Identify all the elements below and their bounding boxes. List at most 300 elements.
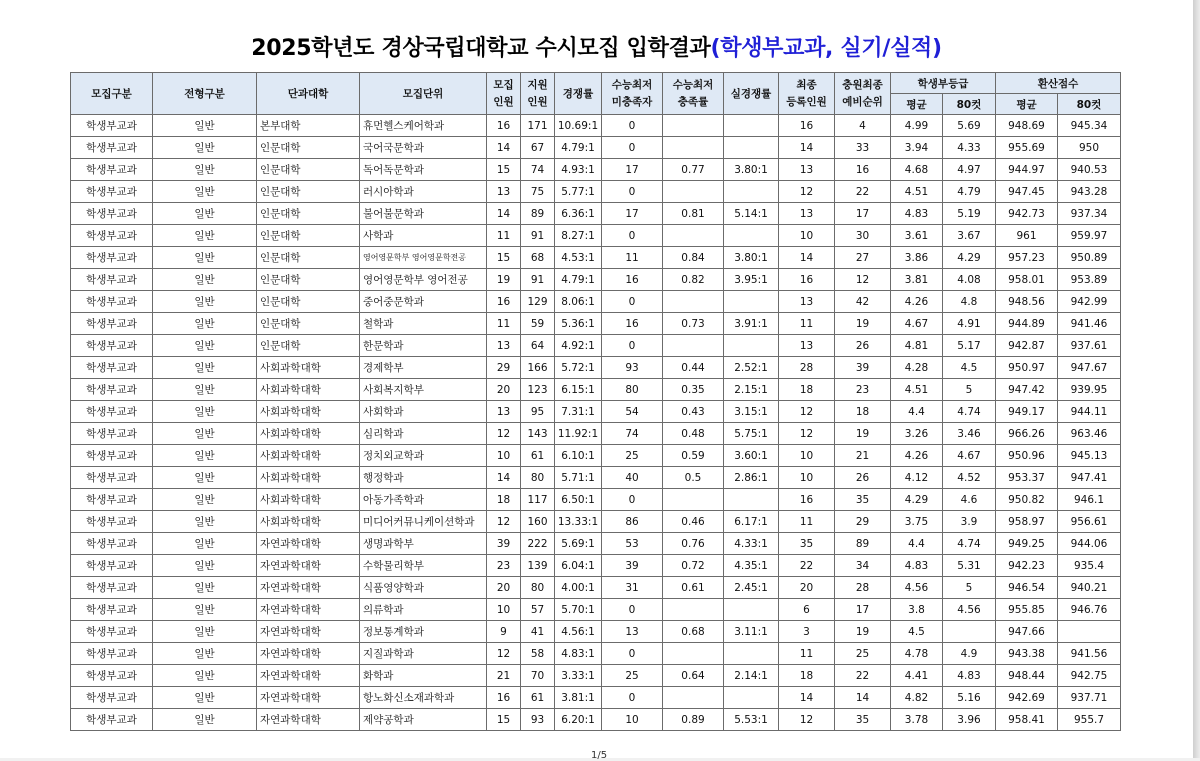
cell-real-ratio: [724, 291, 779, 313]
cell-csat-pass-rate: 0.5: [663, 467, 724, 489]
cell-waitlist: 89: [835, 533, 891, 555]
cell-ratio: 5.72:1: [555, 357, 602, 379]
cell-real-ratio: [724, 181, 779, 203]
cell-unit: 화학과: [360, 665, 487, 687]
cell-quota: 12: [487, 423, 521, 445]
cell-college: 사회과학대학: [257, 467, 360, 489]
cell-quota: 13: [487, 401, 521, 423]
cell-final-registered: 10: [779, 467, 835, 489]
cell-csat-fail: 39: [602, 555, 663, 577]
cell-college: 인문대학: [257, 247, 360, 269]
header-grade: 학생부등급: [891, 73, 996, 94]
cell-score-cut80: 941.56: [1058, 643, 1121, 665]
cell-final-registered: 13: [779, 335, 835, 357]
cell-score-cut80: 959.97: [1058, 225, 1121, 247]
header-grade-avg: 평균: [891, 94, 943, 115]
header-grade-cut80: 80컷: [943, 94, 996, 115]
cell-csat-fail: 25: [602, 445, 663, 467]
cell-score-cut80: 940.21: [1058, 577, 1121, 599]
header-csat-fail: 수능최저 미충족자: [602, 73, 663, 115]
cell-grade-avg: 4.41: [891, 665, 943, 687]
cell-college: 자연과학대학: [257, 533, 360, 555]
cell-college: 사회과학대학: [257, 401, 360, 423]
cell-college: 인문대학: [257, 159, 360, 181]
cell-college: 사회과학대학: [257, 379, 360, 401]
cell-unit: 아동가족학과: [360, 489, 487, 511]
cell-csat-pass-rate: [663, 181, 724, 203]
cell-quota: 16: [487, 115, 521, 137]
title-main: 2025학년도 경상국립대학교 수시모집 입학결과: [251, 36, 711, 61]
cell-csat-fail: 0: [602, 225, 663, 247]
table-row: [71, 621, 1121, 643]
cell-final-registered: 18: [779, 379, 835, 401]
cell-applicants: 41: [521, 621, 555, 643]
cell-college: 자연과학대학: [257, 687, 360, 709]
cell-waitlist: 42: [835, 291, 891, 313]
cell-csat-fail: 0: [602, 335, 663, 357]
cell-score-cut80: 943.28: [1058, 181, 1121, 203]
cell-type: 일반: [153, 181, 257, 203]
table-row: [71, 137, 1121, 159]
table-header: [71, 73, 1121, 115]
cell-csat-pass-rate: [663, 643, 724, 665]
table-row: [71, 599, 1121, 621]
cell-category: 학생부교과: [71, 643, 153, 665]
cell-unit: 미디어커뮤니케이션학과: [360, 511, 487, 533]
cell-csat-pass-rate: 0.72: [663, 555, 724, 577]
cell-csat-fail: 86: [602, 511, 663, 533]
cell-quota: 9: [487, 621, 521, 643]
cell-csat-pass-rate: 0.64: [663, 665, 724, 687]
cell-ratio: 6.20:1: [555, 709, 602, 731]
cell-real-ratio: 6.17:1: [724, 511, 779, 533]
cell-applicants: 123: [521, 379, 555, 401]
cell-waitlist: 23: [835, 379, 891, 401]
cell-type: 일반: [153, 555, 257, 577]
cell-grade-cut80: 4.67: [943, 445, 996, 467]
cell-college: 본부대학: [257, 115, 360, 137]
cell-unit: 경제학부: [360, 357, 487, 379]
cell-grade-avg: 4.81: [891, 335, 943, 357]
cell-csat-fail: 93: [602, 357, 663, 379]
cell-college: 인문대학: [257, 291, 360, 313]
cell-score-avg: 948.69: [996, 115, 1058, 137]
cell-category: 학생부교과: [71, 137, 153, 159]
header-csat-pass-rate: 수능최저 충족률: [663, 73, 724, 115]
cell-grade-avg: 4.99: [891, 115, 943, 137]
cell-waitlist: 25: [835, 643, 891, 665]
cell-csat-pass-rate: [663, 291, 724, 313]
header-final-registered: 최종 등록인원: [779, 73, 835, 115]
table-row: [71, 335, 1121, 357]
cell-score-cut80: 946.1: [1058, 489, 1121, 511]
cell-type: 일반: [153, 335, 257, 357]
cell-college: 인문대학: [257, 137, 360, 159]
cell-category: 학생부교과: [71, 511, 153, 533]
cell-grade-avg: 4.4: [891, 533, 943, 555]
cell-final-registered: 35: [779, 533, 835, 555]
cell-real-ratio: 3.91:1: [724, 313, 779, 335]
cell-type: 일반: [153, 445, 257, 467]
cell-score-avg: 955.69: [996, 137, 1058, 159]
cell-category: 학생부교과: [71, 379, 153, 401]
cell-type: 일반: [153, 115, 257, 137]
cell-applicants: 160: [521, 511, 555, 533]
cell-quota: 18: [487, 489, 521, 511]
cell-quota: 16: [487, 687, 521, 709]
cell-real-ratio: 4.33:1: [724, 533, 779, 555]
cell-waitlist: 19: [835, 423, 891, 445]
cell-grade-cut80: 5.19: [943, 203, 996, 225]
cell-grade-cut80: 4.6: [943, 489, 996, 511]
cell-grade-cut80: 3.9: [943, 511, 996, 533]
cell-final-registered: 12: [779, 423, 835, 445]
cell-waitlist: 35: [835, 489, 891, 511]
cell-applicants: 171: [521, 115, 555, 137]
table-row: [71, 445, 1121, 467]
cell-csat-fail: 17: [602, 203, 663, 225]
cell-final-registered: 6: [779, 599, 835, 621]
cell-unit: 항노화신소재과학과: [360, 687, 487, 709]
cell-score-cut80: 950.89: [1058, 247, 1121, 269]
cell-ratio: 13.33:1: [555, 511, 602, 533]
table-row: [71, 291, 1121, 313]
cell-score-avg: 947.45: [996, 181, 1058, 203]
cell-grade-cut80: [943, 621, 996, 643]
cell-unit: 제약공학과: [360, 709, 487, 731]
cell-grade-avg: 4.68: [891, 159, 943, 181]
cell-csat-fail: 17: [602, 159, 663, 181]
cell-waitlist: 12: [835, 269, 891, 291]
cell-quota: 16: [487, 291, 521, 313]
cell-category: 학생부교과: [71, 621, 153, 643]
header-score: 환산점수: [996, 73, 1121, 94]
cell-score-avg: 944.97: [996, 159, 1058, 181]
cell-score-avg: 943.38: [996, 643, 1058, 665]
cell-score-avg: 961: [996, 225, 1058, 247]
cell-grade-cut80: 5: [943, 577, 996, 599]
cell-waitlist: 17: [835, 203, 891, 225]
cell-waitlist: 26: [835, 467, 891, 489]
cell-score-avg: 948.44: [996, 665, 1058, 687]
cell-waitlist: 30: [835, 225, 891, 247]
cell-quota: 19: [487, 269, 521, 291]
cell-quota: 12: [487, 511, 521, 533]
cell-quota: 14: [487, 203, 521, 225]
cell-category: 학생부교과: [71, 357, 153, 379]
cell-college: 인문대학: [257, 181, 360, 203]
cell-score-avg: 950.97: [996, 357, 1058, 379]
cell-waitlist: 34: [835, 555, 891, 577]
cell-grade-cut80: 4.9: [943, 643, 996, 665]
cell-type: 일반: [153, 203, 257, 225]
header-score-cut80: 80컷: [1058, 94, 1121, 115]
cell-score-avg: 966.26: [996, 423, 1058, 445]
cell-type: 일반: [153, 247, 257, 269]
cell-real-ratio: 2.45:1: [724, 577, 779, 599]
page-title: [0, 31, 1193, 62]
cell-quota: 20: [487, 577, 521, 599]
cell-grade-cut80: 4.97: [943, 159, 996, 181]
cell-quota: 39: [487, 533, 521, 555]
cell-category: 학생부교과: [71, 313, 153, 335]
cell-score-avg: 957.23: [996, 247, 1058, 269]
cell-csat-fail: 74: [602, 423, 663, 445]
cell-grade-cut80: 3.46: [943, 423, 996, 445]
cell-final-registered: 3: [779, 621, 835, 643]
cell-quota: 21: [487, 665, 521, 687]
cell-grade-cut80: 3.96: [943, 709, 996, 731]
cell-applicants: 58: [521, 643, 555, 665]
cell-csat-fail: 10: [602, 709, 663, 731]
cell-ratio: 6.15:1: [555, 379, 602, 401]
cell-applicants: 59: [521, 313, 555, 335]
cell-csat-pass-rate: 0.77: [663, 159, 724, 181]
cell-score-avg: 955.85: [996, 599, 1058, 621]
cell-grade-cut80: 5.69: [943, 115, 996, 137]
cell-applicants: 143: [521, 423, 555, 445]
cell-grade-avg: 4.78: [891, 643, 943, 665]
cell-score-cut80: 963.46: [1058, 423, 1121, 445]
cell-grade-cut80: 5.17: [943, 335, 996, 357]
cell-grade-cut80: 4.79: [943, 181, 996, 203]
cell-grade-avg: 4.83: [891, 203, 943, 225]
cell-csat-fail: 80: [602, 379, 663, 401]
cell-type: 일반: [153, 577, 257, 599]
cell-final-registered: 18: [779, 665, 835, 687]
cell-college: 자연과학대학: [257, 643, 360, 665]
cell-score-cut80: 937.61: [1058, 335, 1121, 357]
table-row: [71, 467, 1121, 489]
cell-ratio: 8.27:1: [555, 225, 602, 247]
cell-real-ratio: 2.52:1: [724, 357, 779, 379]
table-row: [71, 181, 1121, 203]
cell-unit: 한문학과: [360, 335, 487, 357]
cell-final-registered: 13: [779, 159, 835, 181]
cell-applicants: 67: [521, 137, 555, 159]
cell-grade-avg: 4.51: [891, 181, 943, 203]
cell-real-ratio: [724, 489, 779, 511]
cell-type: 일반: [153, 291, 257, 313]
cell-grade-avg: 4.51: [891, 379, 943, 401]
cell-grade-avg: 3.75: [891, 511, 943, 533]
cell-type: 일반: [153, 423, 257, 445]
cell-grade-cut80: 4.74: [943, 401, 996, 423]
table-row: [71, 203, 1121, 225]
cell-real-ratio: [724, 115, 779, 137]
cell-grade-avg: 4.26: [891, 445, 943, 467]
cell-real-ratio: [724, 335, 779, 357]
cell-waitlist: 22: [835, 665, 891, 687]
cell-category: 학생부교과: [71, 445, 153, 467]
cell-waitlist: 22: [835, 181, 891, 203]
table-body: [71, 115, 1121, 731]
cell-quota: 29: [487, 357, 521, 379]
cell-applicants: 91: [521, 225, 555, 247]
cell-college: 자연과학대학: [257, 621, 360, 643]
cell-unit: 사학과: [360, 225, 487, 247]
cell-csat-fail: 0: [602, 181, 663, 203]
cell-college: 사회과학대학: [257, 511, 360, 533]
cell-unit: 러시아학과: [360, 181, 487, 203]
cell-csat-fail: 25: [602, 665, 663, 687]
cell-category: 학생부교과: [71, 115, 153, 137]
cell-csat-pass-rate: [663, 335, 724, 357]
cell-unit: 행정학과: [360, 467, 487, 489]
cell-final-registered: 12: [779, 401, 835, 423]
table-row: [71, 687, 1121, 709]
cell-score-cut80: 939.95: [1058, 379, 1121, 401]
cell-csat-pass-rate: 0.35: [663, 379, 724, 401]
page-number: 1/5: [591, 750, 608, 761]
cell-final-registered: 16: [779, 269, 835, 291]
cell-type: 일반: [153, 313, 257, 335]
cell-score-avg: 950.96: [996, 445, 1058, 467]
cell-grade-cut80: 4.08: [943, 269, 996, 291]
header-waitlist: 충원최종 예비순위: [835, 73, 891, 115]
cell-waitlist: 14: [835, 687, 891, 709]
cell-category: 학생부교과: [71, 335, 153, 357]
cell-applicants: 61: [521, 687, 555, 709]
table-row: [71, 357, 1121, 379]
table-row: [71, 313, 1121, 335]
cell-score-cut80: 945.13: [1058, 445, 1121, 467]
header-college: 단과대학: [257, 73, 360, 115]
cell-type: 일반: [153, 467, 257, 489]
cell-csat-fail: 31: [602, 577, 663, 599]
cell-score-cut80: 940.53: [1058, 159, 1121, 181]
cell-real-ratio: [724, 225, 779, 247]
cell-real-ratio: 2.86:1: [724, 467, 779, 489]
cell-type: 일반: [153, 269, 257, 291]
cell-applicants: 91: [521, 269, 555, 291]
cell-quota: 13: [487, 181, 521, 203]
cell-quota: 20: [487, 379, 521, 401]
cell-csat-fail: 0: [602, 489, 663, 511]
cell-applicants: 95: [521, 401, 555, 423]
cell-applicants: 68: [521, 247, 555, 269]
cell-quota: 15: [487, 247, 521, 269]
cell-final-registered: 28: [779, 357, 835, 379]
cell-unit: 식품영양학과: [360, 577, 487, 599]
cell-applicants: 93: [521, 709, 555, 731]
table-row: [71, 423, 1121, 445]
table-row: [71, 115, 1121, 137]
cell-score-avg: 947.66: [996, 621, 1058, 643]
cell-grade-cut80: 4.33: [943, 137, 996, 159]
cell-grade-cut80: 3.67: [943, 225, 996, 247]
header-unit: 모집단위: [360, 73, 487, 115]
cell-unit: 철학과: [360, 313, 487, 335]
cell-score-avg: 958.41: [996, 709, 1058, 731]
cell-type: 일반: [153, 137, 257, 159]
cell-grade-cut80: 4.83: [943, 665, 996, 687]
cell-final-registered: 11: [779, 643, 835, 665]
cell-quota: 15: [487, 159, 521, 181]
cell-csat-pass-rate: 0.76: [663, 533, 724, 555]
header-applicants: 지원 인원: [521, 73, 555, 115]
cell-quota: 10: [487, 599, 521, 621]
cell-score-avg: 942.23: [996, 555, 1058, 577]
cell-ratio: 4.93:1: [555, 159, 602, 181]
cell-final-registered: 10: [779, 445, 835, 467]
table-row: [71, 709, 1121, 731]
cell-category: 학생부교과: [71, 423, 153, 445]
cell-csat-fail: 53: [602, 533, 663, 555]
cell-ratio: 4.00:1: [555, 577, 602, 599]
cell-type: 일반: [153, 357, 257, 379]
cell-quota: 14: [487, 467, 521, 489]
cell-ratio: 11.92:1: [555, 423, 602, 445]
cell-ratio: 5.69:1: [555, 533, 602, 555]
cell-score-cut80: 955.7: [1058, 709, 1121, 731]
page-edge-shadow: [1193, 0, 1200, 758]
cell-ratio: 5.36:1: [555, 313, 602, 335]
cell-ratio: 3.33:1: [555, 665, 602, 687]
cell-applicants: 75: [521, 181, 555, 203]
cell-csat-pass-rate: 0.84: [663, 247, 724, 269]
cell-ratio: 6.36:1: [555, 203, 602, 225]
cell-csat-fail: 13: [602, 621, 663, 643]
cell-real-ratio: 3.15:1: [724, 401, 779, 423]
cell-final-registered: 11: [779, 313, 835, 335]
cell-real-ratio: 3.60:1: [724, 445, 779, 467]
cell-category: 학생부교과: [71, 401, 153, 423]
cell-type: 일반: [153, 709, 257, 731]
cell-type: 일반: [153, 621, 257, 643]
cell-real-ratio: 3.80:1: [724, 247, 779, 269]
cell-type: 일반: [153, 379, 257, 401]
cell-csat-pass-rate: 0.43: [663, 401, 724, 423]
cell-final-registered: 16: [779, 115, 835, 137]
cell-applicants: 57: [521, 599, 555, 621]
admission-results-table: [70, 72, 1121, 731]
cell-ratio: 6.04:1: [555, 555, 602, 577]
cell-unit: 영어영문학부 영어영문학전공: [360, 247, 487, 269]
cell-score-cut80: 956.61: [1058, 511, 1121, 533]
cell-real-ratio: [724, 599, 779, 621]
cell-type: 일반: [153, 665, 257, 687]
cell-unit: 국어국문학과: [360, 137, 487, 159]
cell-csat-fail: 0: [602, 643, 663, 665]
cell-category: 학생부교과: [71, 181, 153, 203]
cell-applicants: 222: [521, 533, 555, 555]
cell-type: 일반: [153, 225, 257, 247]
cell-score-cut80: 935.4: [1058, 555, 1121, 577]
cell-grade-cut80: 5: [943, 379, 996, 401]
cell-type: 일반: [153, 599, 257, 621]
cell-college: 자연과학대학: [257, 599, 360, 621]
cell-score-avg: 942.73: [996, 203, 1058, 225]
header-score-avg: 평균: [996, 94, 1058, 115]
cell-csat-fail: 0: [602, 137, 663, 159]
cell-real-ratio: 3.11:1: [724, 621, 779, 643]
cell-csat-pass-rate: [663, 115, 724, 137]
cell-ratio: 5.71:1: [555, 467, 602, 489]
cell-college: 사회과학대학: [257, 489, 360, 511]
cell-grade-cut80: 4.5: [943, 357, 996, 379]
cell-final-registered: 10: [779, 225, 835, 247]
cell-college: 인문대학: [257, 225, 360, 247]
cell-grade-avg: 3.26: [891, 423, 943, 445]
cell-real-ratio: 4.35:1: [724, 555, 779, 577]
cell-score-avg: 958.01: [996, 269, 1058, 291]
cell-unit: 수학물리학부: [360, 555, 487, 577]
cell-csat-pass-rate: [663, 599, 724, 621]
cell-waitlist: 18: [835, 401, 891, 423]
cell-unit: 정보통계학과: [360, 621, 487, 643]
cell-quota: 13: [487, 335, 521, 357]
